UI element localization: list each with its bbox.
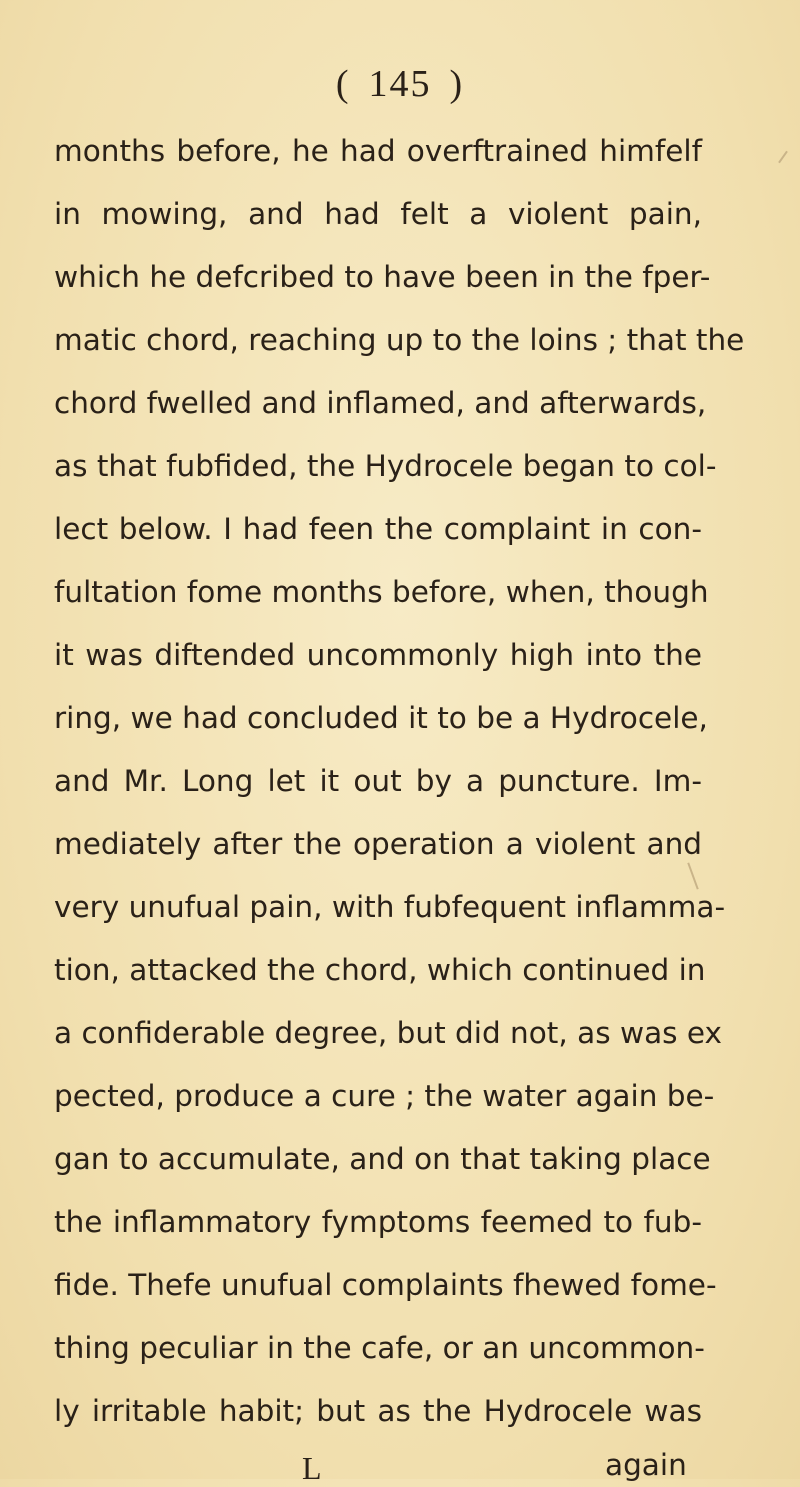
text-line: chord fwelled and inflamed, and afterwards, [54,386,707,420]
text-line: thing peculiar in the cafe, or an uncommon- [54,1331,705,1365]
catchword: again [605,1448,687,1482]
text-line: gan to accumulate, and on that taking place [54,1142,711,1176]
text-line: and Mr. Long let it out by a puncture. Im- [54,764,702,798]
close-paren: ) [449,63,465,105]
text-line: mediately after the operation a violent and [54,827,702,861]
text-line: which he defcribed to have been in the fper- [54,260,711,294]
text-line: tion, attacked the chord, which continued in [54,953,706,987]
text-line: in mowing, and had felt a violent pain, [54,197,702,231]
signature-mark: L [302,1450,322,1486]
text-line: the inflammatory fymptoms feemed to fub- [54,1205,702,1239]
page-header [0,62,800,106]
text-line: ring, we had concluded it to be a Hydrocele, [54,701,708,735]
text-line: it was diftended uncommonly high into the [54,638,702,672]
text-line: as that fubfided, the Hydrocele began to col- [54,449,717,483]
text-line: ly irritable habit; but as the Hydrocele was [54,1394,702,1428]
text-line: pected, produce a cure ; the water again be- [54,1079,715,1113]
text-line: a confiderable degree, but did not, as was ex [54,1016,722,1050]
paper-blemish [687,863,698,890]
text-line: lect below. I had feen the complaint in con- [54,512,702,546]
text-line: fultation fome months before, when, though [54,575,709,609]
text-line: months before, he had overftrained himfelf [54,134,702,168]
text-line: matic chord, reaching up to the loins ; that the [54,323,745,357]
text-line: fide. Thefe unufual complaints fhewed fome- [54,1268,717,1302]
paper-blemish [778,151,788,164]
text-line: very unufual pain, with fubfequent inflamma- [54,890,726,924]
open-paren: ( [335,63,351,105]
page-number: 145 [368,63,432,105]
